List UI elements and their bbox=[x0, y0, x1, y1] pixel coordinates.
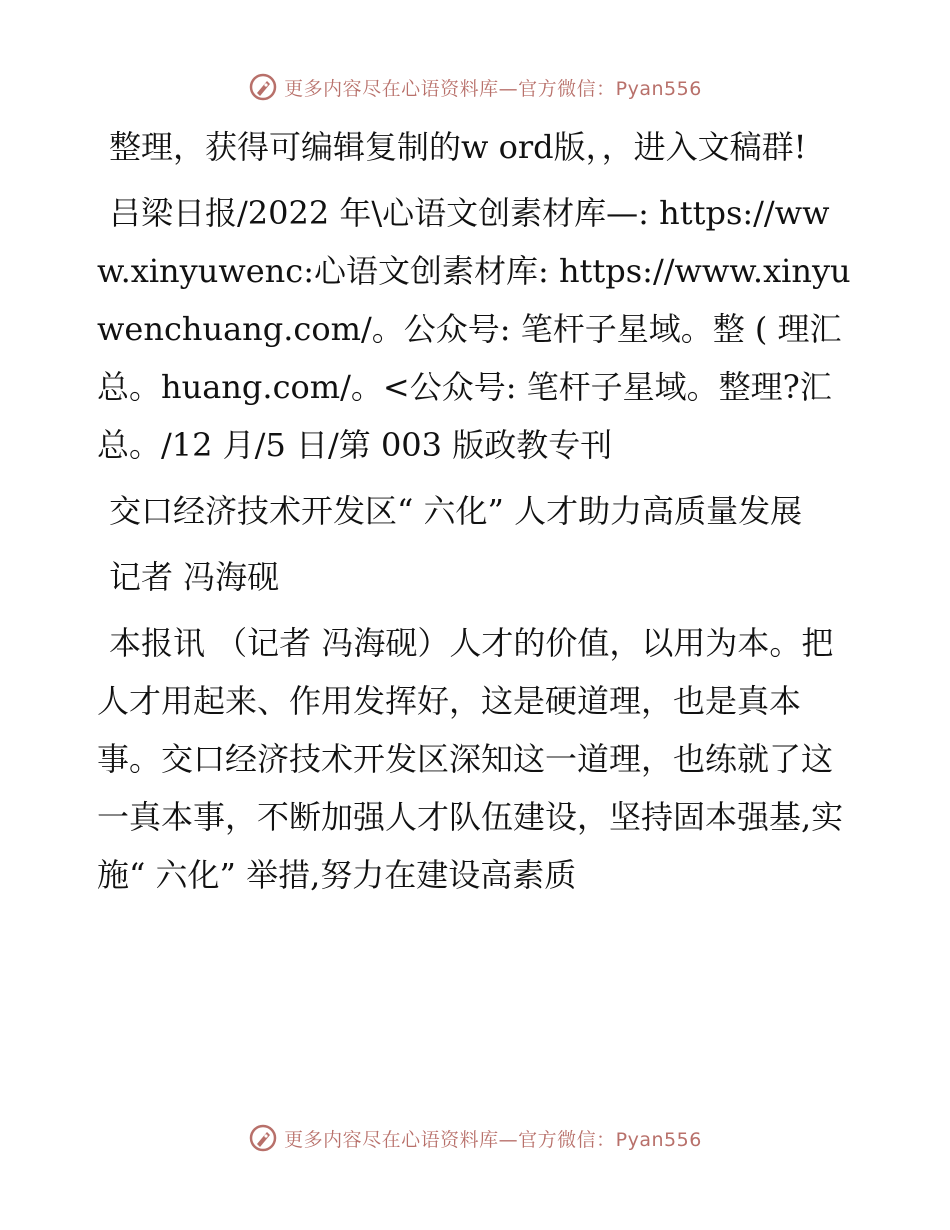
header-watermark bbox=[0, 72, 950, 102]
article-body-paragraph: 本报讯 （记者 冯海砚）人才的价值，以用为本。把人才用起来、作用发挥好，这是硬道理，也是真本事。交口经济技术开发区深知这一道理，也练就了这一真本事，不断加强人才队伍建设，坚持固本强基,实施“ 六化” 举措,努力在建设高素质 bbox=[97, 624, 844, 894]
reporter-line: 记者 冯海砚 bbox=[109, 558, 280, 596]
pen-nib-logo-icon bbox=[248, 72, 278, 102]
document-body bbox=[97, 118, 857, 912]
source-paragraph: 吕梁日报/2022 年\心语文创素材库—: https://www.xinyuwenc:心语文创素材库: https://www.xinyuwenchuang.com/。公众号: 笔杆子星域。整 ( 理汇总。huang.com/。<公众号: 笔杆子星域。整理?汇总。/12 月/5 日/第 003 版政教专刊 bbox=[97, 194, 851, 464]
footer-watermark bbox=[0, 1123, 950, 1153]
article-headline: 交口经济技术开发区“ 六化” 人才助力高质量发展 bbox=[109, 492, 803, 530]
intro-paragraph: 整理，获得可编辑复制的w ord版，，进入文稿群! bbox=[109, 128, 807, 166]
watermark-text: 更多内容尽在心语资料库—官方微信：Pyan556 bbox=[284, 77, 702, 100]
watermark-text: 更多内容尽在心语资料库—官方微信：Pyan556 bbox=[284, 1128, 702, 1151]
pen-nib-logo-icon bbox=[248, 1123, 278, 1153]
